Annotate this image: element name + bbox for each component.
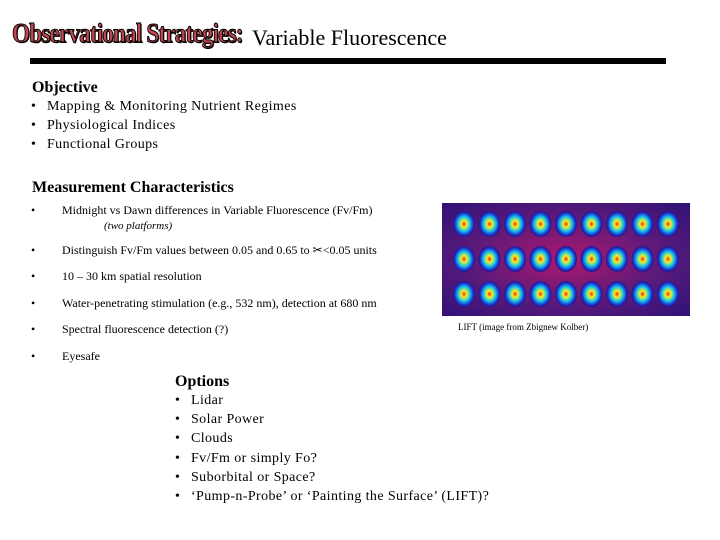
options-item-text: Clouds — [191, 431, 234, 446]
measurement-item: Eyesafe — [62, 349, 100, 363]
measurement-item: Midnight vs Dawn differences in Variable Fluorescence (Fv/Fm) — [62, 203, 373, 217]
objective-item — [31, 99, 297, 115]
objective-item-text: Mapping & Monitoring Nutrient Regimes — [47, 99, 297, 114]
bullet: • — [31, 243, 36, 257]
bullet: • — [31, 269, 36, 283]
fluorescence-spot — [555, 281, 577, 307]
options-item-text: Solar Power — [191, 412, 265, 427]
fluorescence-spot — [606, 211, 628, 237]
image-caption: LIFT (image from Zbignew Kolber) — [458, 322, 589, 332]
fluorescence-spot — [555, 211, 577, 237]
options-item — [175, 431, 233, 447]
bullet: • — [31, 137, 37, 152]
fluorescence-spot — [504, 281, 526, 307]
options-item — [175, 412, 264, 428]
options-item — [175, 470, 316, 486]
slide-title: Variable Fluorescence — [252, 25, 447, 50]
fluorescence-spot — [606, 246, 628, 272]
options-item — [175, 393, 223, 409]
options-item-text: Lidar — [191, 393, 224, 408]
objective-item-text: Functional Groups — [47, 137, 159, 152]
fluorescence-spot — [657, 281, 679, 307]
bullet: • — [175, 451, 181, 466]
bullet: • — [31, 322, 36, 336]
bullet: • — [175, 412, 181, 427]
fluorescence-spot — [530, 211, 552, 237]
options-item — [175, 489, 489, 505]
fluorescence-spot — [657, 211, 679, 237]
bullet: • — [175, 393, 181, 408]
options-heading: Options — [175, 373, 230, 390]
fluorescence-spot — [632, 281, 654, 307]
bullet: • — [175, 431, 181, 446]
bullet: • — [31, 203, 36, 217]
bullet: • — [31, 99, 37, 114]
measurement-item: Distinguish Fv/Fm values between 0.05 and 0.65 to ✂<0.05 units — [62, 243, 377, 257]
fluorescence-spot — [504, 246, 526, 272]
fluorescence-spots — [442, 203, 690, 316]
fluorescence-spot — [530, 281, 552, 307]
bullet: • — [31, 118, 37, 133]
objective-item-text: Physiological Indices — [47, 118, 176, 133]
fluorescence-spot — [606, 281, 628, 307]
fluorescence-spot — [479, 211, 501, 237]
options-item-text: ‘Pump-n-Probe’ or ‘Painting the Surface’ (LIFT)? — [191, 489, 490, 504]
measurement-sub-note: (two platforms) — [104, 220, 173, 232]
objective-item — [31, 118, 176, 134]
fluorescence-spot — [632, 246, 654, 272]
fluorescence-spot — [581, 281, 603, 307]
fluorescence-spot — [453, 211, 475, 237]
objective-heading: Objective — [32, 79, 98, 96]
fluorescence-spot — [530, 246, 552, 272]
options-item-text: Fv/Fm or simply Fo? — [191, 451, 318, 466]
measurement-item: Spectral fluorescence detection (?) — [62, 322, 229, 336]
fluorescence-spot — [504, 211, 526, 237]
fluorescence-spot — [657, 246, 679, 272]
measurement-item: 10 – 30 km spatial resolution — [62, 269, 202, 283]
fluorescence-spot — [581, 246, 603, 272]
fluorescence-spot — [453, 281, 475, 307]
header-rule — [30, 58, 666, 64]
options-item-text: Suborbital or Space? — [191, 470, 316, 485]
bullet: • — [175, 489, 181, 504]
fluorescence-spot — [632, 211, 654, 237]
fluorescence-spot — [479, 281, 501, 307]
measurement-heading: Measurement Characteristics — [32, 179, 234, 196]
measurement-item: Water-penetrating stimulation (e.g., 532 nm), detection at 680 nm — [62, 296, 377, 310]
fluorescence-spot — [479, 246, 501, 272]
lift-fluorescence-image — [442, 203, 690, 316]
section-title-graphic: Observational Strategies: — [12, 18, 243, 48]
bullet: • — [175, 470, 181, 485]
fluorescence-spot — [453, 246, 475, 272]
objective-item — [31, 137, 158, 153]
bullet: • — [31, 296, 36, 310]
fluorescence-spot — [581, 211, 603, 237]
fluorescence-spot — [555, 246, 577, 272]
bullet: • — [31, 349, 36, 363]
options-item — [175, 451, 317, 467]
